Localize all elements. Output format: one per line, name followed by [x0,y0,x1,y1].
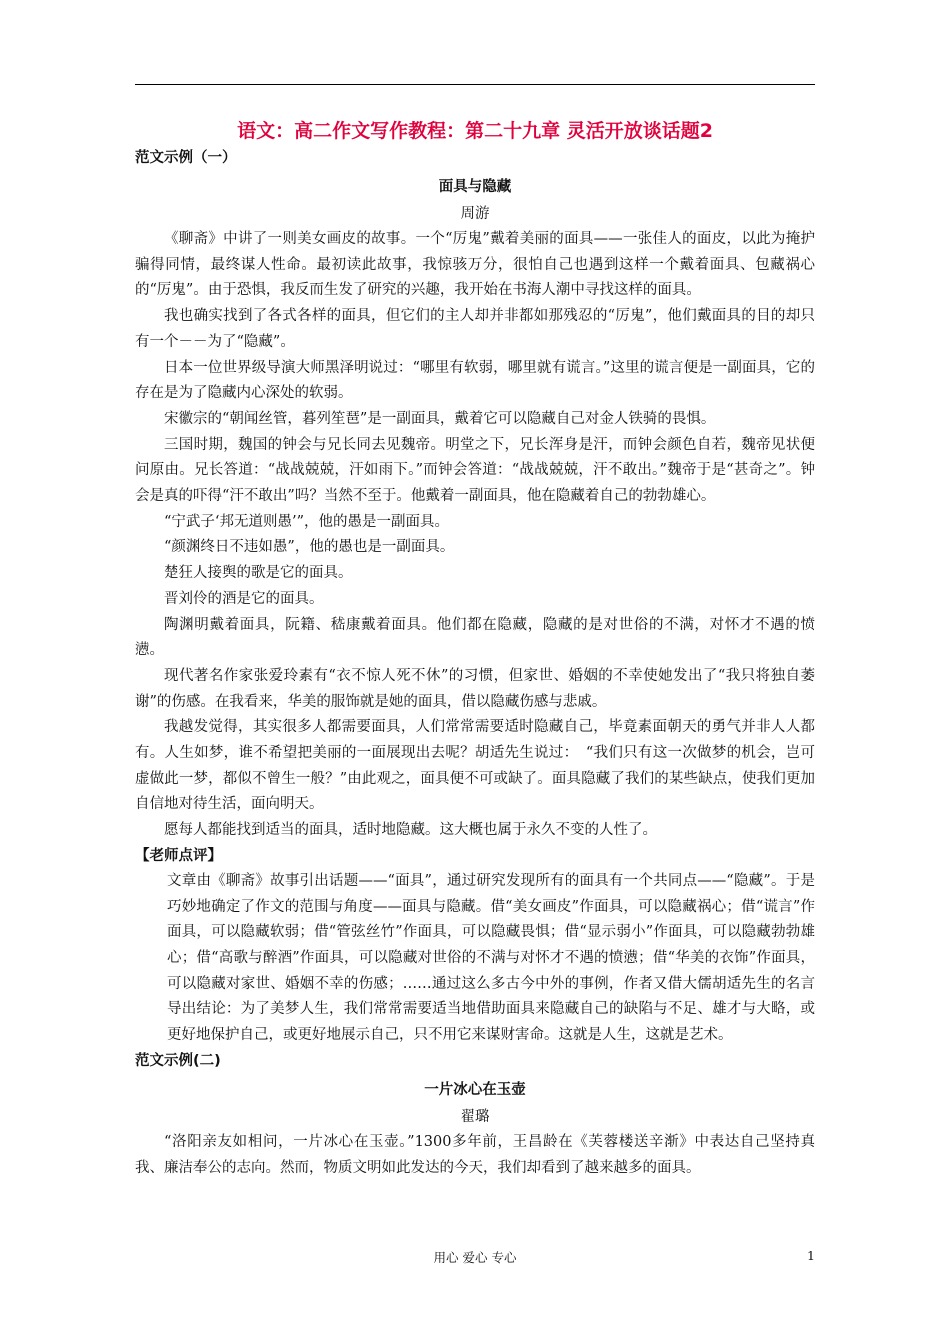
example1-paragraph: 陶渊明戴着面具，阮籍、嵇康戴着面具。他们都在隐藏，隐藏的是对世俗的不满，对怀才不遇的愤懑。 [135,616,815,659]
example1-paragraph: 日本一位世界级导演大师黑泽明说过：“哪里有软弱，哪里就有谎言。”这里的谎言便是一副面具，它的存在是为了隐藏内心深处的软弱。 [135,359,815,402]
example2-author: 翟璐 [460,1108,490,1125]
example1-paragraph: 晋刘伶的酒是它的面具。 [164,590,324,607]
example1-paragraph: 我也确实找到了各式各样的面具，但它们的主人却并非都如那残忍的“厉鬼”，他们戴面具的目的却只有一个－－为了“隐藏”。 [135,308,815,350]
teacher-comment-label: 【老师点评】 [135,847,222,864]
header-rule [135,84,815,85]
example1-paragraph: “颜渊终日不违如愚”，他的愚也是一副面具。 [164,539,455,556]
example1-label: 范文示例（一） [135,150,237,166]
example2-paragraph: “洛阳亲友如相问，一片冰心在玉壶。”1300多年前，王昌龄在《芙蓉楼送辛渐》中表达自己坚持真我、廉洁奉公的志向。然而，物质文明如此发达的今天，我们却看到了越来越多的面具。 [135,1133,815,1176]
example1-paragraph: 现代著名作家张爱玲素有“衣不惊人死不休”的习惯，但家世、婚姻的不幸使她发出了“我只将独自萎谢”的伤感。在我看来，华美的服饰就是她的面具，借以隐藏伤感与悲戚。 [135,667,815,710]
example1-paragraph: 三国时期，魏国的钟会与兄长同去见魏帝。明堂之下，兄长浑身是汗，而钟会颜色自若，魏帝见状便问原由。兄长答道：“战战兢兢，汗如雨下。”而钟会答道：“战战兢兢，汗不敢出。”魏帝于是“甚奇之”。钟会是真的吓得“汗不敢出”吗？当然不至于。他戴着一副面具，他在隐藏着自己的勃勃雄心。 [135,436,815,505]
example1-author: 周游 [460,206,490,222]
document-body [135,116,815,1181]
document-title: 语文：高二作文写作教程：第二十九章 灵活开放谈话题2 [237,120,713,142]
example1-paragraph: 宋徽宗的“朝闻丝管，暮列笙琶”是一副面具，戴着它可以隐藏自己对金人铁骑的畏惧。 [164,410,716,427]
teacher-comment-text: 文章由《聊斋》故事引出话题——“面具”，通过研究发现所有的面具有一个共同点——“隐藏”。于是巧妙地确定了作文的范围与角度——面具与隐藏。借“美女画皮”作面具，可以隐藏祸心；借“谎言”作面具，可以隐藏软弱；借“管弦丝竹”作面具，可以隐藏畏惧；借“显示弱小”作面具，可以隐藏勃勃雄心；借“高歌与醉酒”作面具，可以隐藏对世俗的不满与对怀才不遇的愤懑；借“华美的衣饰”作面具，可以隐藏对家世、婚姻不幸的伤感；……通过这么多古今中外的事例，作者又借大儒胡适先生的名言导出结论：为了美梦人生，我们常常需要适当地借助面具来隐藏自己的缺陷与不足、雄才与大略，或更好地保护自己，或更好地展示自己，只不用它来谋财害命。这就是人生，这就是艺术。 [167,872,815,1044]
example1-paragraph: “宁武子‘邦无道则愚’”，他的愚是一副面具。 [164,513,450,530]
example1-paragraph: 楚狂人接舆的歌是它的面具。 [164,565,353,582]
page-footer [135,1248,815,1270]
example1-paragraph: 《聊斋》中讲了一则美女画皮的故事。一个“厉鬼”戴着美丽的面具——一张佳人的面皮，以此为掩护骗得同情，最终谋人性命。最初读此故事，我惊骇万分，很怕自己也遇到这样一个戴着面具、包藏祸心的“厉鬼”。由于恐惧，我反而生发了研究的兴趣，我开始在书海人潮中寻找这样的面具。 [135,231,815,299]
example1-paragraph: 愿每人都能找到适当的面具，适时地隐藏。这大概也属于永久不变的人性了。 [164,822,657,839]
example2-essay-title: 一片冰心在玉壶 [424,1081,526,1098]
example1-essay-title: 面具与隐藏 [438,179,512,195]
example1-paragraph: 我越发觉得，其实很多人都需要面具，人们常常需要适时隐藏自己，毕竟素面朝天的勇气并非人人都有。人生如梦，谁不希望把美丽的一面展现出去呢？胡适先生说过： “我们只有这一次做梦的机会，岂可虚做此一梦，都似不曾生一般？”由此观之，面具便不可或缺了。面具隐藏了我们的某些缺点，使我们更加自信地对待生活，面向明天。 [135,719,815,813]
example2-label: 范文示例(二) [135,1052,221,1069]
footer-motto: 用心 爱心 专心 [433,1250,517,1265]
teacher-comment-block [135,869,815,1049]
page-number: 1 [807,1248,815,1263]
